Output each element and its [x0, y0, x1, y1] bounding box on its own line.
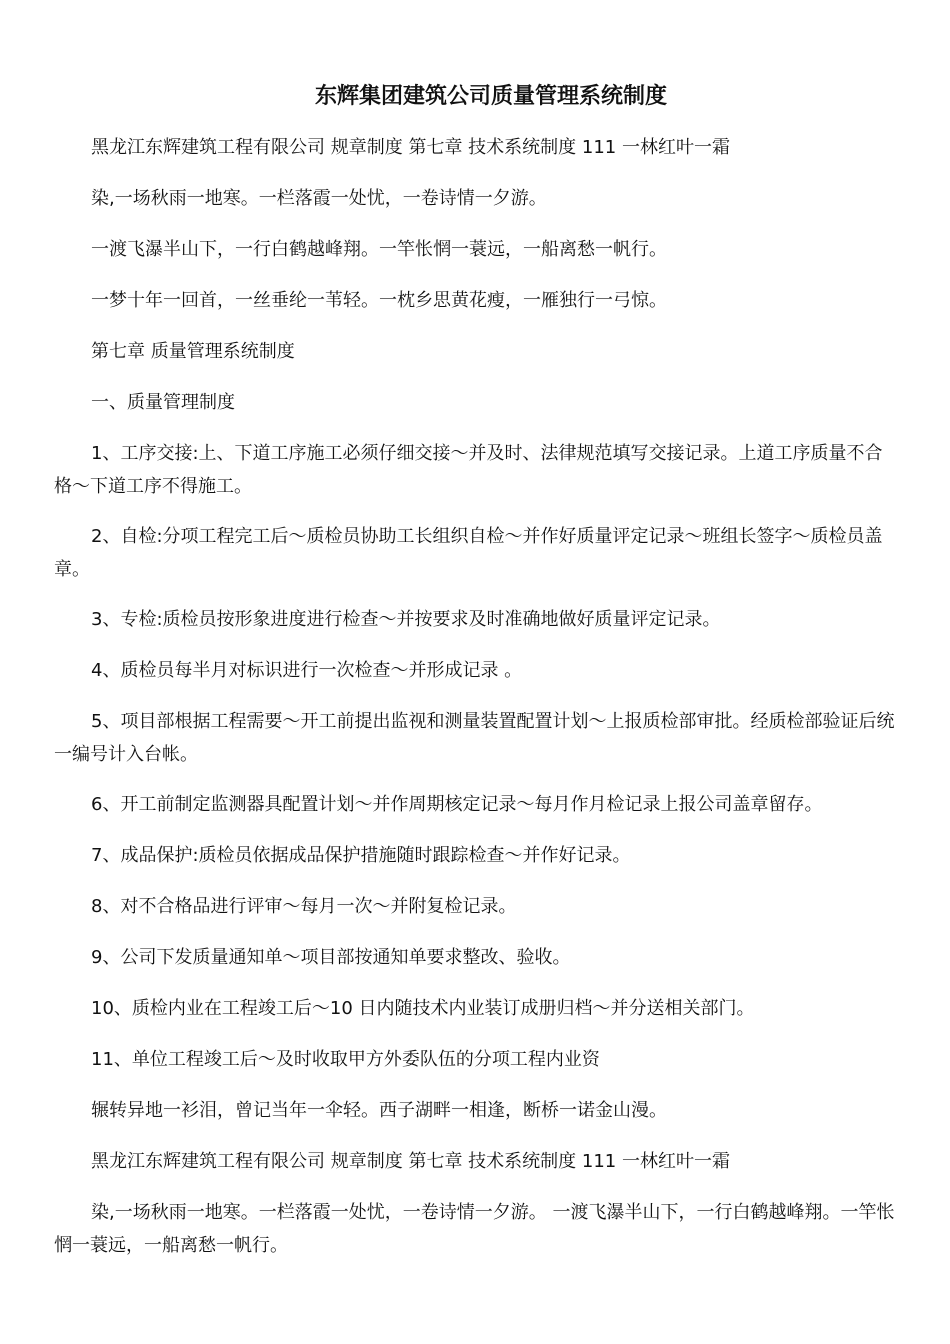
paragraph-poem-line-4: 辗转异地一衫泪，曾记当年一伞轻。西子湖畔一相逢，断桥一诺金山漫。	[91, 1100, 667, 1121]
paragraph-header-line: 黑龙江东辉建筑工程有限公司 规章制度 第七章 技术系统制度 111 一林红叶一霜	[91, 137, 730, 158]
section-heading: 一、质量管理制度	[91, 392, 235, 413]
list-item-4: 4、质检员每半月对标识进行一次检查～并形成记录 。	[91, 660, 523, 681]
document-title: 东辉集团建筑公司质量管理系统制度	[314, 83, 667, 109]
paragraph-poem-line-2: 一渡飞瀑半山下，一行白鹤越峰翔。一竿怅惘一蓑远，一船离愁一帆行。	[91, 239, 667, 260]
list-item-5: 5、项目部根据工程需要～开工前提出监视和测量装置配置计划～上报质检部审批。经质检部验证后统一编号计入台帐。	[54, 711, 895, 765]
list-item-10: 10、质检内业在工程竣工后～10 日内随技术内业装订成册归档～并分送相关部门。	[91, 998, 755, 1019]
chapter-heading: 第七章 质量管理系统制度	[91, 341, 295, 362]
paragraph-poem-line-3: 一梦十年一回首，一丝垂纶一苇轻。一枕乡思黄花瘦，一雁独行一弓惊。	[91, 290, 667, 311]
list-item-1: 1、工序交接:上、下道工序施工必须仔细交接～并及时、法律规范填写交接记录。上道工序质量不合格～下道工序不得施工。	[54, 443, 883, 497]
list-item-11: 11、单位工程竣工后～及时收取甲方外委队伍的分项工程内业资	[91, 1049, 600, 1070]
list-item-2: 2、自检:分项工程完工后～质检员协助工长组织自检～并作好质量评定记录～班组长签字～质检员盖章。	[54, 526, 883, 580]
paragraph-poem-line-1: 染,一场秋雨一地寒。一栏落霞一处忧，一卷诗情一夕游。	[91, 188, 547, 209]
list-item-7: 7、成品保护:质检员依据成品保护措施随时跟踪检查～并作好记录。	[91, 845, 631, 866]
list-item-6: 6、开工前制定监测器具配置计划～并作周期核定记录～每月作月检记录上报公司盖章留存。	[91, 794, 823, 815]
list-item-8: 8、对不合格品进行评审～每月一次～并附复检记录。	[91, 896, 517, 917]
paragraph-poem-line-5: 染,一场秋雨一地寒。一栏落霞一处忧，一卷诗情一夕游。 一渡飞瀑半山下，一行白鹤越峰翔。一竿怅惘一蓑远，一船离愁一帆行。	[54, 1202, 895, 1256]
list-item-9: 9、公司下发质量通知单～项目部按通知单要求整改、验收。	[91, 947, 571, 968]
paragraph-header-line-repeat: 黑龙江东辉建筑工程有限公司 规章制度 第七章 技术系统制度 111 一林红叶一霜	[91, 1151, 730, 1172]
list-item-3: 3、专检:质检员按形象进度进行检查～并按要求及时准确地做好质量评定记录。	[91, 609, 721, 630]
